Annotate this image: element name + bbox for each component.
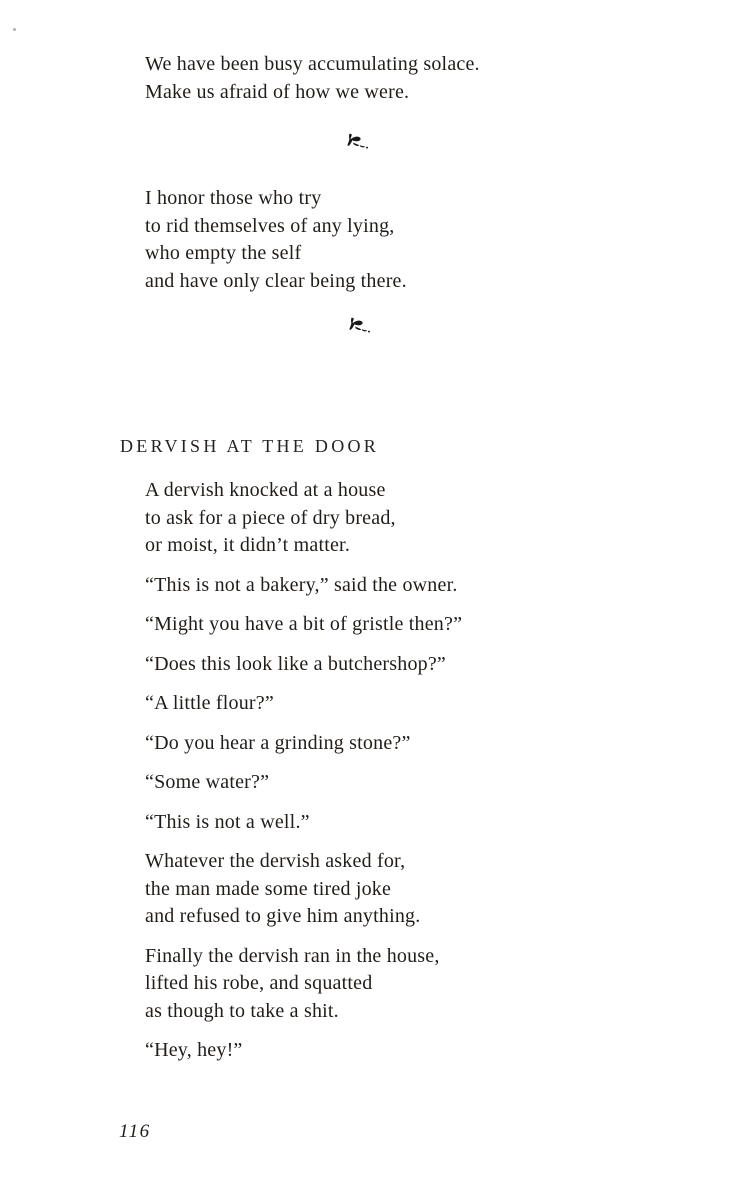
poem-line: Make us afraid of how we were. xyxy=(145,80,410,103)
poem-line: as though to take a shit. xyxy=(145,999,339,1022)
poem-line: Whatever the dervish asked for, xyxy=(145,850,406,872)
poem-line: “A little flour?” xyxy=(145,692,274,714)
poem-line: “Do you hear a grinding stone?” xyxy=(145,731,411,754)
poem-line: “Does this look like a butchershop?” xyxy=(145,652,447,675)
poem-line: and have only clear being there. xyxy=(145,269,407,292)
poem-stanza xyxy=(145,809,462,837)
poem-line: “This is not a well.” xyxy=(145,810,310,833)
fleuron-icon xyxy=(346,317,376,335)
poem-stanza xyxy=(145,730,462,758)
poem-stanza xyxy=(145,943,462,1026)
prelude-stanza-2 xyxy=(145,185,407,295)
poem-line: lifted his robe, and squatted xyxy=(145,972,373,994)
poem-stanza xyxy=(145,651,462,679)
poem-line: We have been busy accumulating solace. xyxy=(145,53,480,75)
poem-line: and refused to give him anything. xyxy=(145,905,421,927)
poem-line: the man made some tired joke xyxy=(145,877,392,900)
poem-line: I honor those who try xyxy=(145,187,322,209)
poem-line: “This is not a bakery,” said the owner. xyxy=(145,573,458,596)
poem-line: Finally the dervish ran in the house, xyxy=(145,944,440,967)
poem-stanza xyxy=(145,611,462,639)
poem-stanza xyxy=(145,690,462,718)
poem-stanza xyxy=(145,1037,462,1065)
fleuron-icon xyxy=(344,133,374,151)
poem-line: “Some water?” xyxy=(145,771,270,793)
poem-stanza xyxy=(145,848,462,931)
poem-line: to ask for a piece of dry bread, xyxy=(145,506,396,529)
poem-line: or moist, it didn’t matter. xyxy=(145,534,351,556)
page-number: 116 xyxy=(119,1121,151,1142)
poem-line: “Hey, hey!” xyxy=(145,1039,243,1061)
poem-line: to rid themselves of any lying, xyxy=(145,214,395,237)
poem-stanza xyxy=(145,572,462,600)
poem-line: A dervish knocked at a house xyxy=(145,479,386,501)
poem-stanza xyxy=(145,769,462,797)
poem-line: “Might you have a bit of gristle then?” xyxy=(145,613,463,635)
prelude-stanza-1 xyxy=(145,51,480,106)
poem-line: who empty the self xyxy=(145,242,302,264)
poem-body xyxy=(145,477,462,1077)
scan-speck xyxy=(13,28,16,31)
poem-stanza xyxy=(145,477,462,560)
poem-title: DERVISH AT THE DOOR xyxy=(120,436,380,456)
